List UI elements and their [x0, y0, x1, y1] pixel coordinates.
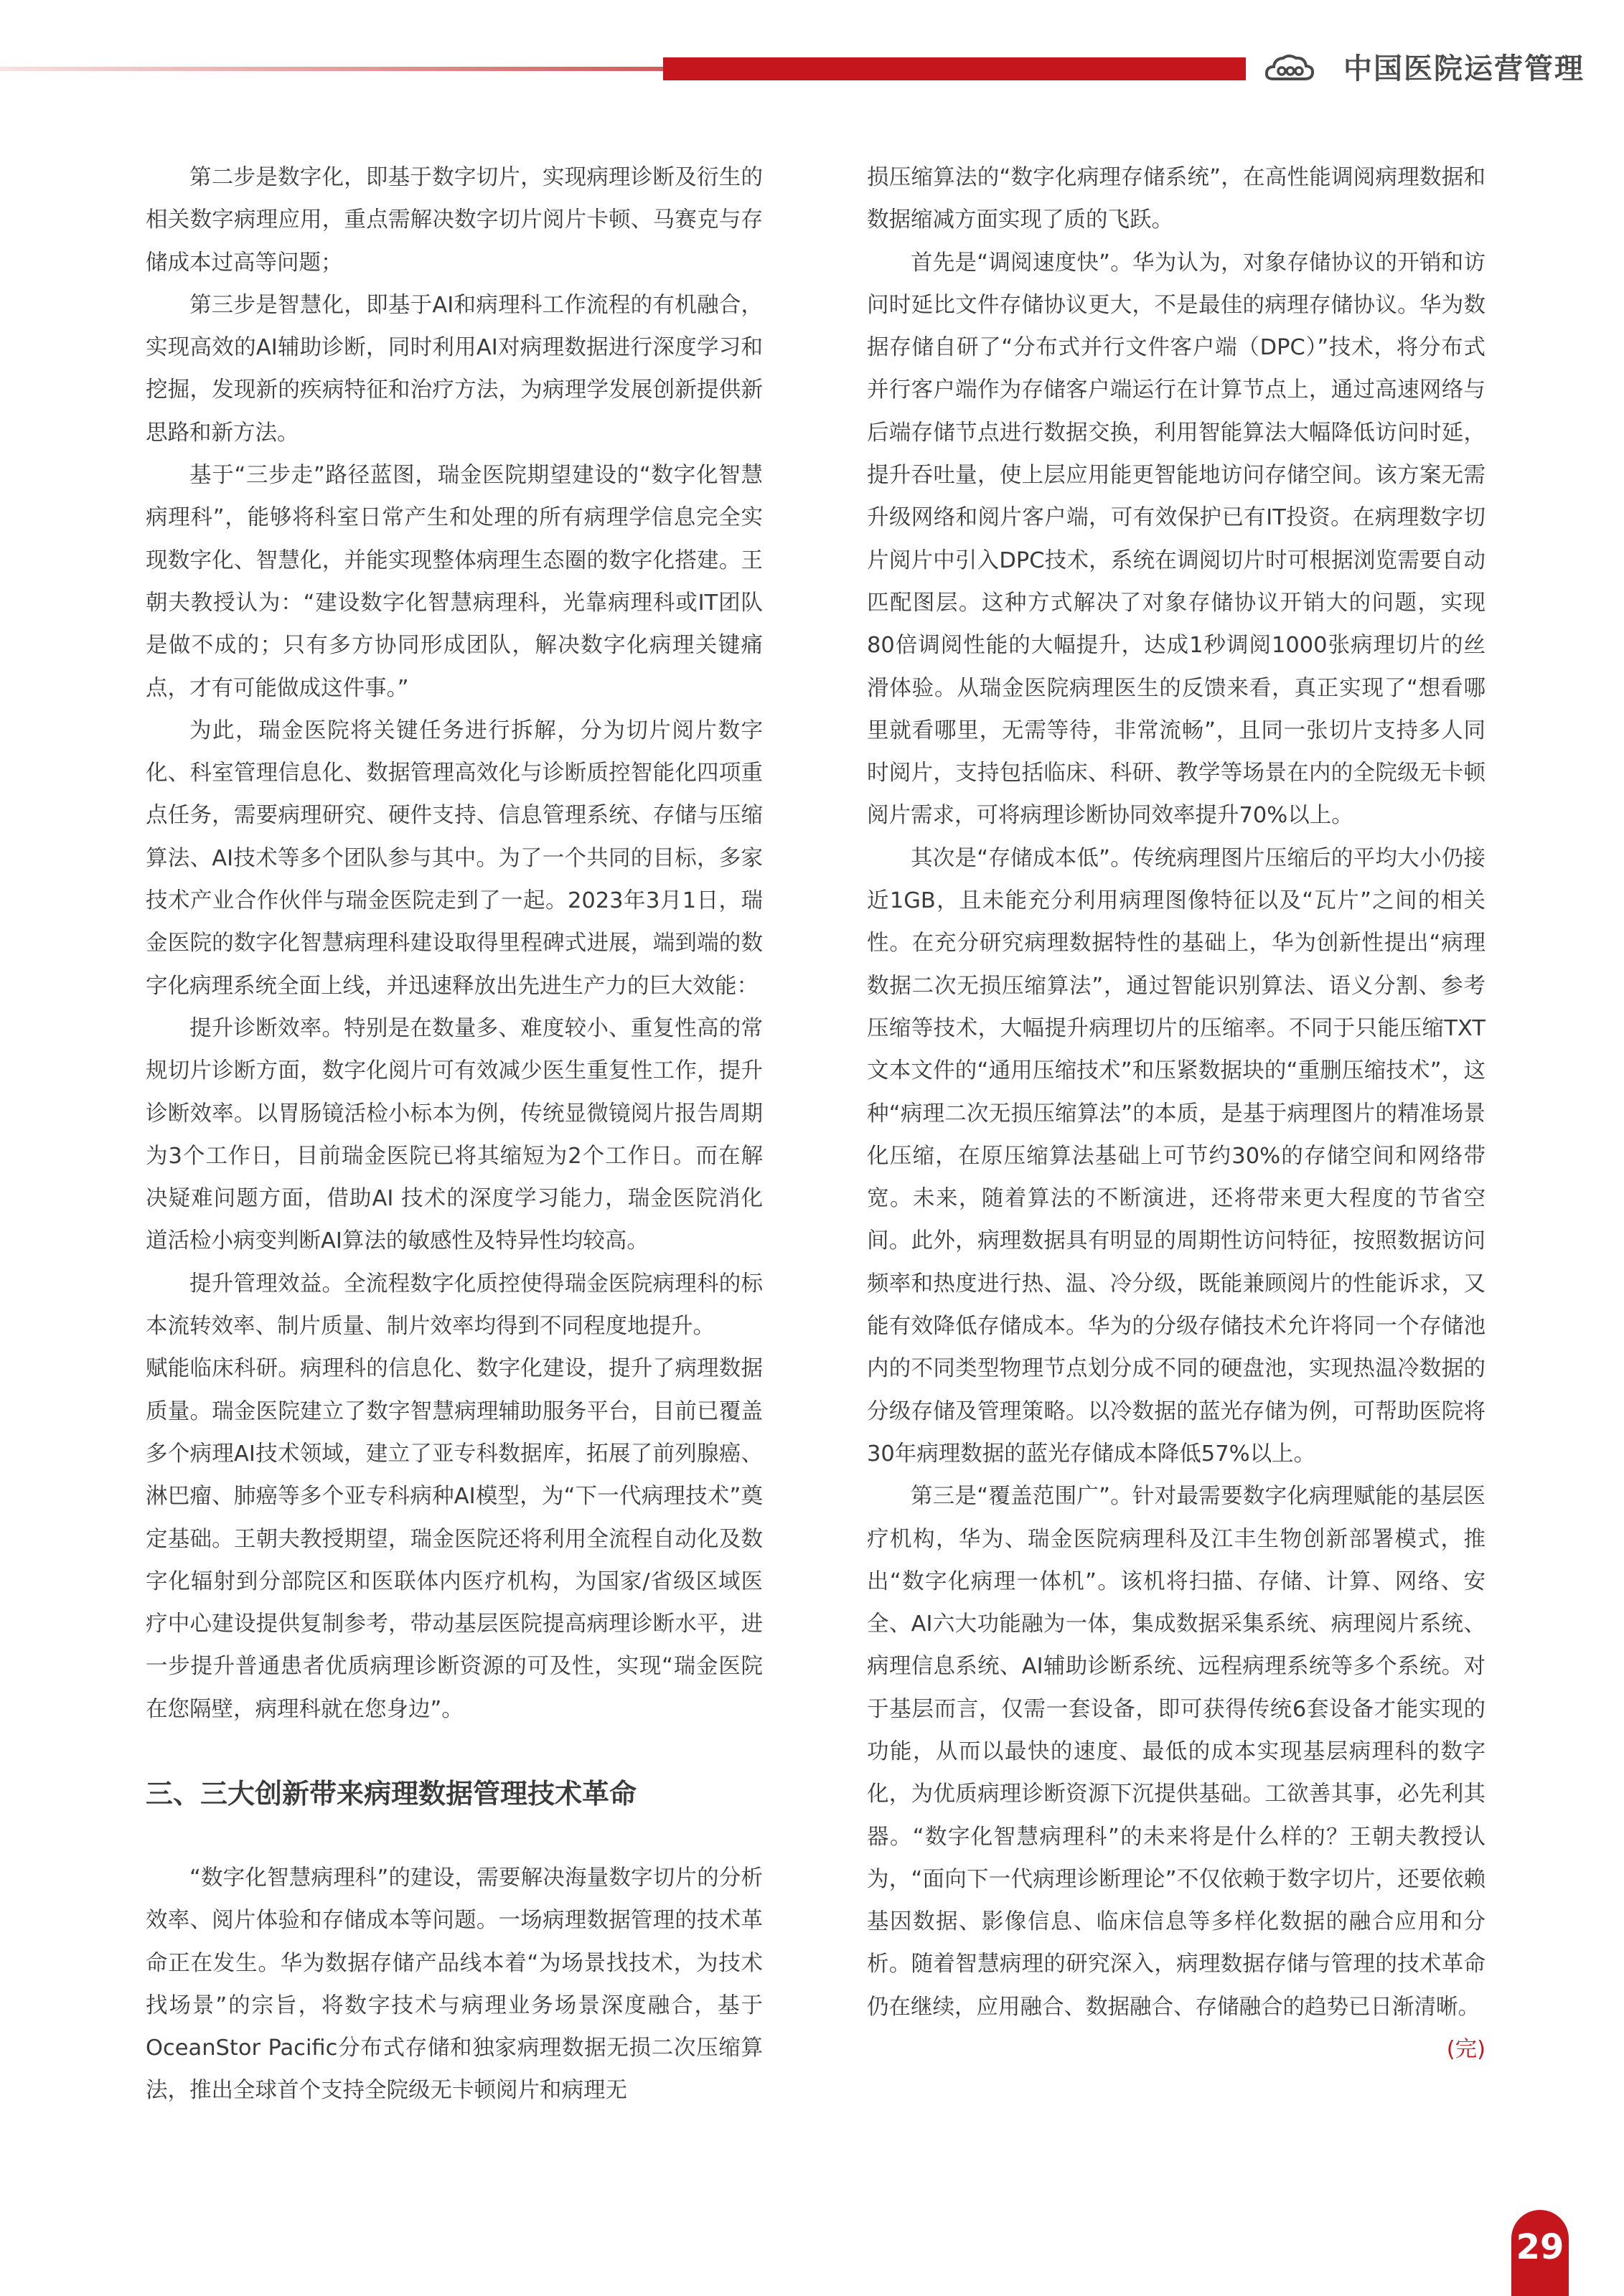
paragraph: 赋能临床科研。病理科的信息化、数字化建设，提升了病理数据质量。瑞金医院建立了数字智慧病理辅助服务平台，目前已覆盖多个病理AI技术领域，建立了亚专科数据库，拓展了前列腺癌、淋巴瘤、肺癌等多个亚专科病种AI模型，为“下一代病理技术”奠定基础。王朝夫教授期望，瑞金医院还将利用全流程自动化及数字化辐射到分部院区和医联体内医疗机构，为国家/省级区域医疗中心建设提供复制参考，带动基层医院提高病理诊断水平，进一步提升普通患者优质病理诊断资源的可及性，实现“瑞金医院在您隔壁，病理科就在您身边”。	[146, 1356, 763, 1722]
paragraph-text: 第三是“覆盖范围广”。针对最需要数字化病理赋能的基层医疗机构，华为、瑞金医院病理科及江丰生物创新部署模式，推出“数字化病理一体机”。该机将扫描、存储、计算、网络、安全、AI六大功能融为一体，集成数据采集系统、病理阅片系统、病理信息系统、AI辅助诊断系统、远程病理系统等多个系统。对于基层而言，仅需一套设备，即可获得传统6套设备才能实现的功能，从而以最快的速度、最低的成本实现基层病理科的数字化，为优质病理诊断资源下沉提供基础。工欲善其事，必先利其器。“数字化智慧病理科”的未来将是什么样的？王朝夫教授认为，“面向下一代病理诊断理论”不仅依赖于数字切片，还要依赖基因数据、影像信息、临床信息等多样化数据的融合应用和分析。随着智慧病理的研究深入，病理数据存储与管理的技术革命仍在继续，应用融合、数据融合、存储融合的趋势已日渐清晰。	[867, 1484, 1485, 2020]
page-number: 29	[1511, 2210, 1569, 2296]
paragraph: “数字化智慧病理科”的建设，需要解决海量数字切片的分析效率、阅片体验和存储成本等问题。一场病理数据管理的技术革命正在发生。华为数据存储产品线本着“为场景找技术，为技术找场景”的宗旨，将数字技术与病理业务场景深度融合，基于OceanStor Pacific分布式存储和独家病理数据无损二次压缩算法，推出全球首个支持全院级无卡顿阅片和病理无	[146, 1865, 763, 2104]
paragraph: 首先是“调阅速度快”。华为认为，对象存储协议的开销和访问时延比文件存储协议更大，不是最佳的病理存储协议。华为数据存储自研了“分布式并行文件客户端（DPC）”技术，将分布式并行客户端作为存储客户端运行在计算节点上，通过高速网络与后端存储节点进行数据交换，利用智能算法大幅降低访问时延，提升吞吐量，使上层应用能更智能地访问存储空间。该方案无需升级网络和阅片客户端，可有效保护已有IT投资。在病理数字切片阅片中引入DPC技术，系统在调阅切片时可根据浏览需要自动匹配图层。这种方式解决了对象存储协议开销大的问题，实现80倍调阅性能的大幅提升，达成1秒调阅1000张病理切片的丝滑体验。从瑞金医院病理医生的反馈来看，真正实现了“想看哪里就看哪里，无需等待，非常流畅”，且同一张切片支持多人同时阅片，支持包括临床、科研、教学等场景在内的全院级无卡顿阅片需求，可将病理诊断协同效率提升70%以上。	[867, 250, 1485, 829]
paragraph: 提升诊断效率。特别是在数量多、难度较小、重复性高的常规切片诊断方面，数字化阅片可有效减少医生重复性工作，提升诊断效率。以胃肠镜活检小标本为例，传统显微镜阅片报告周期为3个工作日，目前瑞金医院已将其缩短为2个工作日。而在解决疑难问题方面，借助AI 技术的深度学习能力，瑞金医院消化道活检小病变判断AI算法的敏感性及特异性均较高。	[146, 1015, 763, 1254]
paragraph: 基于“三步走”路径蓝图，瑞金医院期望建设的“数字化智慧病理科”，能够将科室日常产生和处理的所有病理学信息完全实现数字化、智慧化，并能实现整体病理生态圈的数字化搭建。王朝夫教授认为：“建设数字化智慧病理科，光靠病理科或IT团队是做不成的；只有多方协同形成团队，解决数字化病理关键痛点，才有可能做成这件事。”	[146, 463, 763, 701]
header-thin-line	[0, 67, 667, 71]
paragraph: 其次是“存储成本低”。传统病理图片压缩后的平均大小仍接近1GB，且未能充分利用病理图像特征以及“瓦片”之间的相关性。在充分研究病理数据特性的基础上，华为创新性提出“病理数据二次无损压缩算法”，通过智能识别算法、语义分割、参考压缩等技术，大幅提升病理切片的压缩率。不同于只能压缩TXT文本文件的“通用压缩技术”和压紧数据块的“重删压缩技术”，这种“病理二次无损压缩算法”的本质，是基于病理图片的精准场景化压缩，在原压缩算法基础上可节约30%的存储空间和网络带宽。未来，随着算法的不断演进，还将带来更大程度的节省空间。此外，病理数据具有明显的周期性访问特征，按照数据访问频率和热度进行热、温、冷分级，既能兼顾阅片的性能诉求，又能有效降低存储成本。华为的分级存储技术允许将同一个存储池内的不同类型物理节点划分成不同的硬盘池，实现热温冷数据的分级存储及管理策略。以冷数据的蓝光存储为例，可帮助医院将30年病理数据的蓝光存储成本降低57%以上。	[867, 845, 1485, 1467]
end-mark: (完)	[1446, 2037, 1485, 2063]
paragraph: 提升管理效益。全流程数字化质控使得瑞金医院病理科的标本流转效率、制片质量、制片效率均得到不同程度地提升。	[146, 1271, 763, 1340]
cloud-logo-icon	[1264, 52, 1315, 86]
header-red-bar	[663, 57, 1246, 80]
paragraph: 第三步是智慧化，即基于AI和病理科工作流程的有机融合，实现高效的AI辅助诊断，同时利用AI对病理数据进行深度学习和挖掘，发现新的疾病特征和治疗方法，为病理学发展创新提供新思路和新方法。	[146, 292, 763, 446]
left-column	[146, 156, 763, 2112]
paragraph: 损压缩算法的“数字化病理存储系统”，在高性能调阅病理数据和数据缩减方面实现了质的飞跃。	[867, 165, 1485, 233]
right-column	[867, 156, 1485, 2071]
section-heading: 三、三大创新带来病理数据管理技术革命	[146, 1777, 637, 1810]
paragraph-last	[867, 1475, 1485, 2063]
publication-title: 中国医院运营管理	[1343, 52, 1585, 85]
paragraph: 第二步是数字化，即基于数字切片，实现病理诊断及衍生的相关数字病理应用，重点需解决数字切片阅片卡顿、马赛克与存储成本过高等问题；	[146, 165, 763, 276]
paragraph: 为此，瑞金医院将关键任务进行拆解，分为切片阅片数字化、科室管理信息化、数据管理高效化与诊断质控智能化四项重点任务，需要病理研究、硬件支持、信息管理系统、存储与压缩算法、AI技术等多个团队参与其中。为了一个共同的目标，多家技术产业合作伙伴与瑞金医院走到了一起。2023年3月1日，瑞金医院的数字化智慧病理科建设取得里程碑式进展，端到端的数字化病理系统全面上线，并迅速释放出先进生产力的巨大效能：	[146, 718, 763, 999]
